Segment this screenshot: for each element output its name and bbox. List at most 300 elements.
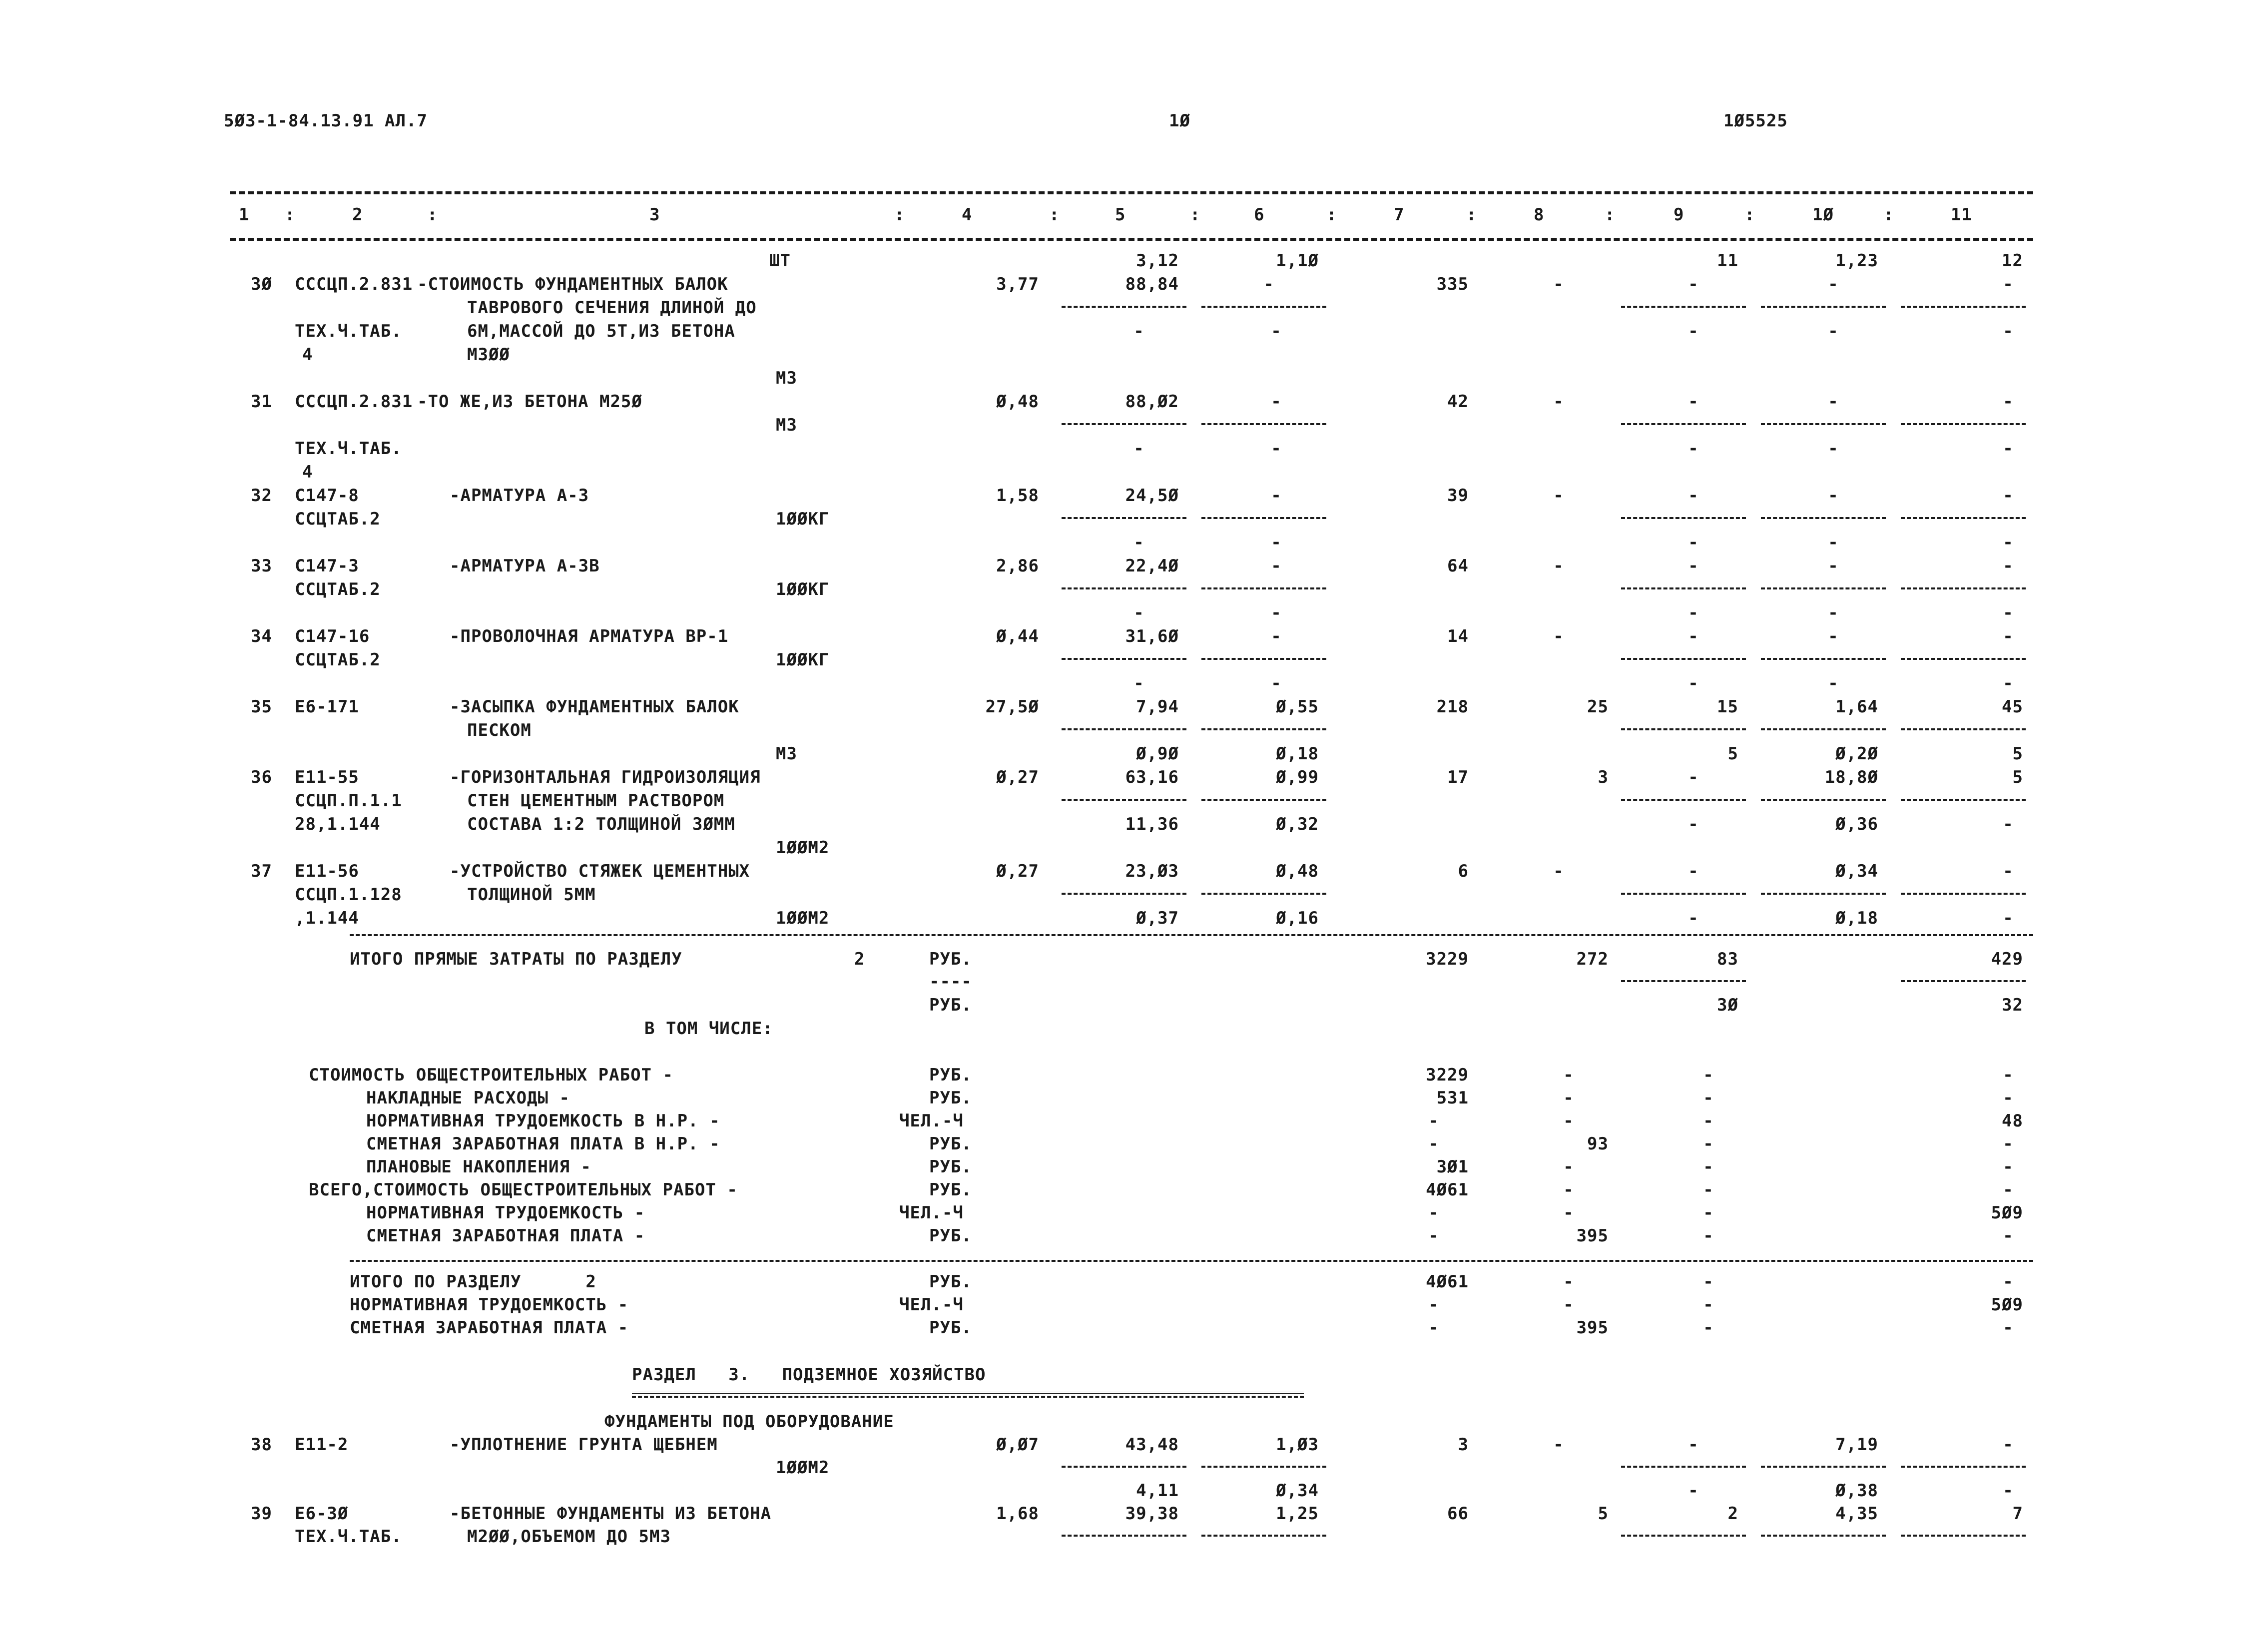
c6: - [1271, 626, 1282, 646]
c4: 3,77 [996, 274, 1039, 294]
c9: 15 [1717, 697, 1738, 717]
subrule [1062, 728, 1186, 730]
col-1: 1 [239, 205, 250, 225]
c6a: 1,1Ø [1276, 251, 1319, 271]
subrule [1201, 517, 1326, 519]
summary-c9: - [1703, 1203, 1714, 1223]
c8: 5 [1598, 1504, 1609, 1524]
unit: 1ØØМ2 [776, 908, 830, 928]
c9: 2 [1727, 1504, 1738, 1524]
subrule [1201, 1535, 1326, 1537]
summary-unit: РУБ. [929, 1065, 972, 1085]
c4: 27,5Ø [985, 697, 1039, 717]
c10: - [1828, 486, 1839, 506]
code: Е11-2 [295, 1435, 349, 1455]
name: -ТО ЖЕ,ИЗ БЕТОНА М25Ø [417, 392, 642, 412]
subrule [1901, 893, 2026, 895]
summary-unit: ЧЕЛ.-Ч [899, 1203, 964, 1223]
c4: 2,86 [996, 556, 1039, 576]
c6b: - [1263, 274, 1274, 294]
name: ТАВРОВОГО СЕЧЕНИЯ ДЛИНОЙ ДО [467, 298, 757, 318]
c6: Ø,48 [1276, 861, 1319, 881]
name: -АРМАТУРА А-3В [450, 556, 600, 576]
name: ТОЛЩИНОЙ 5ММ [467, 885, 596, 905]
summary-c7: 4Ø61 [1426, 1180, 1469, 1200]
name: -БЕТОННЫЕ ФУНДАМЕНТЫ ИЗ БЕТОНА [450, 1504, 772, 1524]
name: 6М,МАССОЙ ДО 5Т,ИЗ БЕТОНА [467, 321, 735, 341]
unit: М3 [776, 368, 797, 388]
c11c: - [2003, 673, 2014, 693]
c8: - [1553, 861, 1564, 881]
col-sep: : [1049, 205, 1060, 225]
name: СОСТАВА 1:2 ТОЛЩИНОЙ 3ØММ [467, 814, 735, 834]
col-sep: : [427, 205, 438, 225]
c10c: - [1828, 439, 1839, 459]
subrule [1761, 728, 1886, 730]
code: Е11-56 [295, 861, 359, 881]
subrule [1901, 980, 2026, 982]
unit: М3 [776, 744, 797, 764]
subrule [1621, 517, 1746, 519]
unit: М3 [776, 415, 797, 435]
c11: - [2003, 1435, 2014, 1455]
c8: - [1553, 486, 1564, 506]
c6c: Ø,16 [1276, 908, 1319, 928]
total-c7: 3229 [1426, 949, 1469, 969]
subrule [1621, 1535, 1746, 1537]
subrule [1062, 799, 1186, 801]
c4: 1,58 [996, 486, 1039, 506]
row-number: 34 [251, 626, 272, 646]
unit: 1ØØКГ [776, 650, 830, 670]
c5: 88,Ø2 [1125, 392, 1179, 412]
section-total-c9: - [1703, 1318, 1714, 1338]
c9b: - [1688, 274, 1699, 294]
subrule [1621, 1466, 1746, 1468]
summary-c11: - [2003, 1134, 2014, 1154]
subrule [1621, 980, 1746, 982]
c11: - [2003, 556, 2014, 576]
c5: 43,48 [1125, 1435, 1179, 1455]
section-total-c7: - [1428, 1318, 1439, 1338]
subrule [1201, 1466, 1326, 1468]
summary-c8: - [1563, 1157, 1574, 1177]
doc-code: 5Ø3-1-84.13.91 АЛ.7 [224, 111, 428, 131]
c6c: Ø,18 [1276, 744, 1319, 764]
row-number: 33 [251, 556, 272, 576]
row-number: 38 [251, 1435, 272, 1455]
c10c: - [1828, 673, 1839, 693]
c4: Ø,27 [996, 861, 1039, 881]
c5b: 88,84 [1125, 274, 1179, 294]
c6: Ø,55 [1276, 697, 1319, 717]
summary-c11: 48 [2002, 1111, 2023, 1131]
c11: 45 [2002, 697, 2023, 717]
total-section: 2 [854, 949, 865, 969]
c5c: - [1133, 603, 1144, 623]
c10c: - [1828, 533, 1839, 552]
row-number: 31 [251, 392, 272, 412]
name: СТЕН ЦЕМЕНТНЫМ РАСТВОРОМ [467, 791, 725, 811]
summary-label: СМЕТНАЯ ЗАРАБОТНАЯ ПЛАТА - [366, 1226, 645, 1246]
summary-c7: 3Ø1 [1436, 1157, 1469, 1177]
c9c: - [1688, 439, 1699, 459]
col-5: 5 [1115, 205, 1126, 225]
section-total-c7: - [1428, 1295, 1439, 1315]
subrule [1901, 587, 2026, 589]
row-number: 32 [251, 486, 272, 506]
summary-unit: ЧЕЛ.-Ч [899, 1111, 964, 1131]
subrule [1621, 893, 1746, 895]
subrule [1901, 658, 2026, 660]
c10a: 1,23 [1835, 251, 1878, 271]
c8: - [1553, 1435, 1564, 1455]
c10c: Ø,36 [1835, 814, 1878, 834]
c5c: Ø,9Ø [1136, 744, 1179, 764]
c10c: Ø,18 [1835, 908, 1878, 928]
unit: 1ØØКГ [776, 509, 830, 529]
summary-c9: - [1703, 1180, 1714, 1200]
c10b: - [1828, 274, 1839, 294]
c5: 24,5Ø [1125, 486, 1179, 506]
c7: 39 [1447, 486, 1469, 506]
c10: 7,19 [1835, 1435, 1878, 1455]
c5: 63,16 [1125, 767, 1179, 787]
c5: 22,4Ø [1125, 556, 1179, 576]
c4: Ø,44 [996, 626, 1039, 646]
summary-c8: - [1563, 1065, 1574, 1085]
c6c: Ø,32 [1276, 814, 1319, 834]
summary-c8: - [1563, 1111, 1574, 1131]
code: ССЦТАБ.2 [295, 579, 381, 599]
subrule [1201, 587, 1326, 589]
c10c: Ø,2Ø [1835, 744, 1878, 764]
c9c: - [1688, 814, 1699, 834]
col-2: 2 [352, 205, 363, 225]
col-sep: : [1744, 205, 1755, 225]
summary-label: НАКЛАДНЫЕ РАСХОДЫ - [366, 1088, 570, 1108]
code: 4 [302, 345, 313, 365]
c10c: Ø,38 [1835, 1481, 1878, 1501]
subrule [1761, 893, 1886, 895]
c5: 39,38 [1125, 1504, 1179, 1524]
c5: 23,Ø3 [1125, 861, 1179, 881]
summary-c9: - [1703, 1226, 1714, 1246]
row-number: 37 [251, 861, 272, 881]
code: С147-8 [295, 486, 359, 506]
unit: 1ØØМ2 [776, 838, 830, 858]
code: 28,1.144 [295, 814, 381, 834]
c4: Ø,27 [996, 767, 1039, 787]
subrule [1201, 658, 1326, 660]
c11c: - [2003, 603, 2014, 623]
subrule [1621, 658, 1746, 660]
col-sep: : [894, 205, 905, 225]
summary-c11: - [2003, 1226, 2014, 1246]
section-total-c9: - [1703, 1272, 1714, 1292]
c6c: - [1271, 439, 1282, 459]
summary-c7: 3229 [1426, 1065, 1469, 1085]
c5c: - [1133, 533, 1144, 552]
code: Е6-3Ø [295, 1504, 349, 1524]
doc-number: 1Ø5525 [1723, 111, 1788, 131]
section-total-label: ИТОГО ПО РАЗДЕЛУ 2 [350, 1272, 596, 1292]
subrule [1062, 587, 1186, 589]
c11: - [2003, 392, 2014, 412]
unit: 1ØØКГ [776, 579, 830, 599]
name: -ГОРИЗОНТАЛЬНАЯ ГИДРОИЗОЛЯЦИЯ [450, 767, 761, 787]
row-number: 35 [251, 697, 272, 717]
c7: 66 [1447, 1504, 1469, 1524]
summary-unit: РУБ. [929, 1088, 972, 1108]
summary-c11: 5Ø9 [1991, 1203, 2023, 1223]
c11c: - [2003, 533, 2014, 552]
c11c: - [2003, 814, 2014, 834]
c7: 42 [1447, 392, 1469, 412]
including-label: В ТОМ ЧИСЛЕ: [644, 1019, 773, 1039]
c10: 1,64 [1835, 697, 1878, 717]
code: ССЦП.П.1.1 [295, 791, 402, 811]
section-total-c9: - [1703, 1295, 1714, 1315]
section-total-c8: 395 [1576, 1318, 1609, 1338]
c9a: 11 [1717, 251, 1738, 271]
name: -УСТРОЙСТВО СТЯЖЕК ЦЕМЕНТНЫХ [450, 861, 750, 881]
summary-c9: - [1703, 1111, 1714, 1131]
unit-dashes: ---- [929, 972, 972, 992]
subrule [1062, 306, 1186, 308]
name: -АРМАТУРА А-3 [450, 486, 589, 506]
c5c: 11,36 [1125, 814, 1179, 834]
summary-c7: 531 [1436, 1088, 1469, 1108]
code: СССЦП.2.831 [295, 274, 413, 294]
subrule [1062, 517, 1186, 519]
row-number: 36 [251, 767, 272, 787]
subrule [1901, 1466, 2026, 1468]
total-label: ИТОГО ПРЯМЫЕ ЗАТРАТЫ ПО РАЗДЕЛУ [350, 949, 682, 969]
c10: - [1828, 392, 1839, 412]
c8: - [1553, 556, 1564, 576]
col-6: 6 [1254, 205, 1265, 225]
subrule [1201, 728, 1326, 730]
col-sep: : [1466, 205, 1477, 225]
total-c11: 32 [2002, 995, 2023, 1015]
name: -СТОИМОСТЬ ФУНДАМЕНТНЫХ БАЛОК [417, 274, 728, 294]
code: ТЕХ.Ч.ТАБ. [295, 439, 402, 459]
c9: - [1688, 861, 1699, 881]
subrule [1621, 423, 1746, 425]
subrule [1201, 799, 1326, 801]
summary-c11: - [2003, 1088, 2014, 1108]
col-9: 9 [1674, 205, 1684, 225]
summary-c11: - [2003, 1065, 2014, 1085]
c6c: - [1271, 673, 1282, 693]
col-sep: : [1326, 205, 1337, 225]
page-number: 1Ø [1169, 111, 1190, 131]
subrule [1761, 587, 1886, 589]
summary-label: СМЕТНАЯ ЗАРАБОТНАЯ ПЛАТА В Н.Р. - [366, 1134, 720, 1154]
c11c: - [2003, 1481, 2014, 1501]
c11c: - [2003, 908, 2014, 928]
summary-c8: - [1563, 1088, 1574, 1108]
c7: 335 [1436, 274, 1469, 294]
c6: 1,Ø3 [1276, 1435, 1319, 1455]
section-total-c11: 5Ø9 [1991, 1295, 2023, 1315]
c9: - [1688, 486, 1699, 506]
summary-label: ПЛАНОВЫЕ НАКОПЛЕНИЯ - [366, 1157, 591, 1177]
c11: - [2003, 486, 2014, 506]
c7: 3 [1458, 1435, 1469, 1455]
c5c: - [1133, 321, 1144, 341]
summary-c7: - [1428, 1111, 1439, 1131]
c11b: - [2003, 274, 2014, 294]
subrule [1761, 306, 1886, 308]
subrule [1761, 799, 1886, 801]
c5: 7,94 [1136, 697, 1179, 717]
summary-c9: - [1703, 1065, 1714, 1085]
c7: 14 [1447, 626, 1469, 646]
c11c: - [2003, 321, 2014, 341]
summary-c9: - [1703, 1088, 1714, 1108]
c5c: 4,11 [1136, 1481, 1179, 1501]
subrule [1062, 1535, 1186, 1537]
summary-unit: РУБ. [929, 1157, 972, 1177]
col-8: 8 [1534, 205, 1545, 225]
c5c: - [1133, 439, 1144, 459]
code: С147-3 [295, 556, 359, 576]
c5c: - [1133, 673, 1144, 693]
section-total-c11: - [2003, 1318, 2014, 1338]
c9: - [1688, 1435, 1699, 1455]
name: М3ØØ [467, 345, 510, 365]
section-total-unit: РУБ. [929, 1272, 972, 1292]
summary-c7: - [1428, 1203, 1439, 1223]
summary-c9: - [1703, 1134, 1714, 1154]
subrule [1621, 587, 1746, 589]
col-3: 3 [649, 205, 660, 225]
c9: - [1688, 767, 1699, 787]
c8: - [1553, 274, 1564, 294]
subrule [1761, 658, 1886, 660]
summary-c11: - [2003, 1157, 2014, 1177]
code: Е11-55 [295, 767, 359, 787]
summary-unit: РУБ. [929, 1134, 972, 1154]
rule-top [230, 191, 2033, 194]
c5: 31,6Ø [1125, 626, 1179, 646]
subrule [1901, 799, 2026, 801]
summary-label: НОРМАТИВНАЯ ТРУДОЕМКОСТЬ В Н.Р. - [366, 1111, 720, 1131]
c7: 218 [1436, 697, 1469, 717]
c6: - [1271, 556, 1282, 576]
col-7: 7 [1394, 205, 1405, 225]
code: С147-16 [295, 626, 370, 646]
c10: - [1828, 626, 1839, 646]
row-number: 39 [251, 1504, 272, 1524]
c11c: 5 [2012, 744, 2023, 764]
section-total-label: НОРМАТИВНАЯ ТРУДОЕМКОСТЬ - [350, 1295, 629, 1315]
total-unit: РУБ. [929, 995, 972, 1015]
total-c11: 429 [1991, 949, 2023, 969]
c9c: - [1688, 321, 1699, 341]
c11c: - [2003, 439, 2014, 459]
section-total-c8: - [1563, 1272, 1574, 1292]
c11a: 12 [2002, 251, 2023, 271]
subrule [1901, 728, 2026, 730]
section-total-c8: - [1563, 1295, 1574, 1315]
subrule [1901, 423, 2026, 425]
subrule [1201, 893, 1326, 895]
c6: 1,25 [1276, 1504, 1319, 1524]
summary-c8: - [1563, 1180, 1574, 1200]
code: СССЦП.2.831 [295, 392, 413, 412]
c7: 17 [1447, 767, 1469, 787]
c11: 7 [2012, 1504, 2023, 1524]
c10c: - [1828, 321, 1839, 341]
rule-header [230, 238, 2033, 241]
subrule [1761, 423, 1886, 425]
section-underline [632, 1392, 1304, 1398]
c5a: 3,12 [1136, 251, 1179, 271]
code: ТЕХ.Ч.ТАБ. [295, 1527, 402, 1547]
subrule [1901, 1535, 2026, 1537]
subrule [1062, 658, 1186, 660]
c9c: - [1688, 673, 1699, 693]
unit: ШТ [769, 251, 791, 271]
c9c: 5 [1727, 744, 1738, 764]
c9c: - [1688, 603, 1699, 623]
total-unit: РУБ. [929, 949, 972, 969]
section-total-label: СМЕТНАЯ ЗАРАБОТНАЯ ПЛАТА - [350, 1318, 629, 1338]
subrule [1062, 423, 1186, 425]
summary-label: НОРМАТИВНАЯ ТРУДОЕМКОСТЬ - [366, 1203, 645, 1223]
c8: 25 [1587, 697, 1609, 717]
c6c: - [1271, 321, 1282, 341]
subrule [1062, 1466, 1186, 1468]
name: ПЕСКОМ [467, 720, 532, 740]
code: ССЦП.1.128 [295, 885, 402, 905]
name: -УПЛОТНЕНИЕ ГРУНТА ЩЕБНЕМ [450, 1435, 718, 1455]
summary-c8: - [1563, 1203, 1574, 1223]
code: ССЦТАБ.2 [295, 650, 381, 670]
subrule [1621, 799, 1746, 801]
c8: - [1553, 626, 1564, 646]
subrule [1062, 893, 1186, 895]
col-10: 1Ø [1812, 205, 1834, 225]
c11: - [2003, 626, 2014, 646]
summary-c9: - [1703, 1157, 1714, 1177]
section-title: РАЗДЕЛ 3. ПОДЗЕМНОЕ ХОЗЯЙСТВО [632, 1365, 986, 1385]
c6: - [1271, 486, 1282, 506]
summary-label: СТОИМОСТЬ ОБЩЕСТРОИТЕЛЬНЫХ РАБОТ - [309, 1065, 673, 1085]
subrule [1201, 306, 1326, 308]
row-number: 3Ø [251, 274, 272, 294]
col-sep: : [1883, 205, 1894, 225]
col-4: 4 [962, 205, 973, 225]
summary-label: ВСЕГО,СТОИМОСТЬ ОБЩЕСТРОИТЕЛЬНЫХ РАБОТ - [309, 1180, 738, 1200]
summary-c7: - [1428, 1134, 1439, 1154]
summary-unit: РУБ. [929, 1180, 972, 1200]
summary-c8: 93 [1587, 1134, 1609, 1154]
c8: - [1553, 392, 1564, 412]
rule-totals [350, 934, 2033, 936]
c9: - [1688, 626, 1699, 646]
summary-c7: - [1428, 1226, 1439, 1246]
c9c: - [1688, 1481, 1699, 1501]
summary-c11: - [2003, 1180, 2014, 1200]
c11: - [2003, 861, 2014, 881]
c9c: - [1688, 908, 1699, 928]
col-sep: : [1605, 205, 1616, 225]
c7: 6 [1458, 861, 1469, 881]
